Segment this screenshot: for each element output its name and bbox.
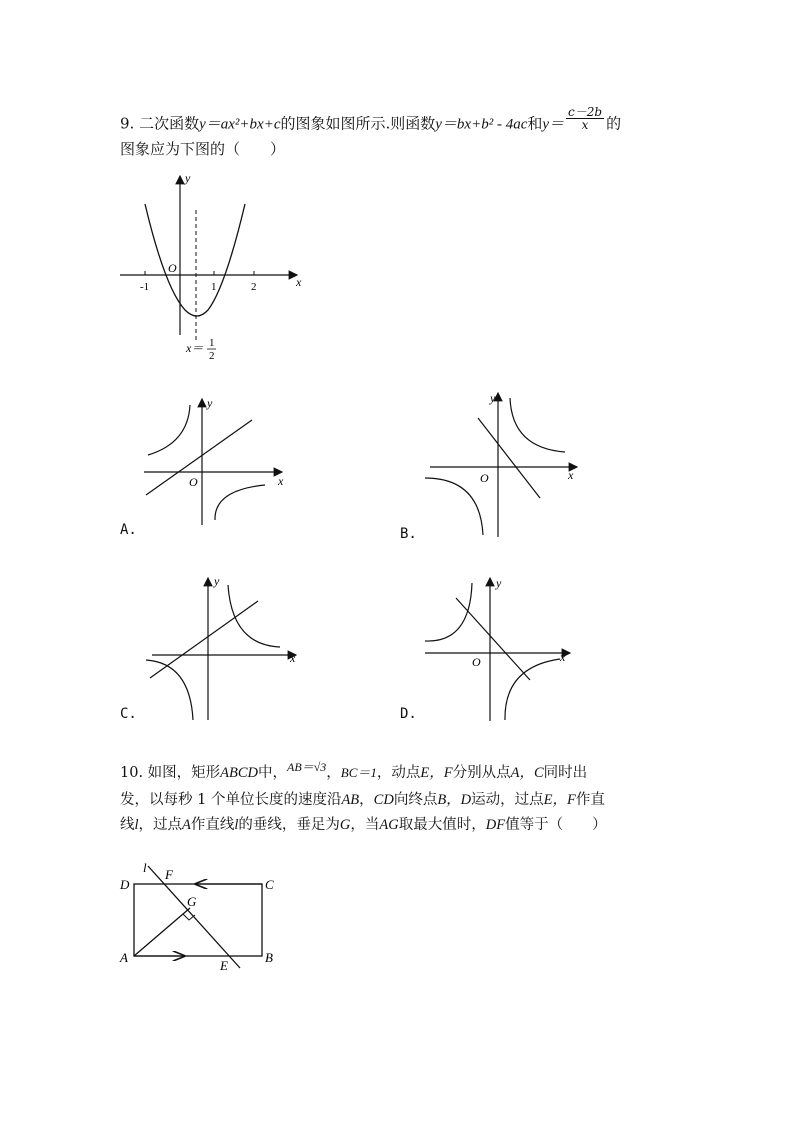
axis-eq-lhs: x＝: [186, 341, 204, 355]
q10-ef-2: E，F: [543, 792, 576, 808]
q10-text-1c: ，: [326, 765, 341, 781]
option-a-hyperbola-upper: [148, 405, 190, 455]
q10-text-3g: 值等于（ ）: [505, 817, 607, 833]
q10-text-1d: ，动点: [376, 765, 421, 781]
option-b-label[interactable]: B.: [400, 526, 417, 542]
option-d-line: [456, 598, 530, 680]
q9-line-2: 图象应为下图的（ ）: [120, 140, 286, 158]
option-a-graph: [140, 395, 290, 530]
q10-text-3a: 线: [120, 817, 135, 833]
q10-bc-eq: BC＝1: [340, 765, 377, 780]
q10-text-2d: 运动，过点: [471, 792, 544, 808]
option-b-y-label: y: [490, 391, 496, 405]
graph-y-label: y: [185, 171, 191, 185]
option-a-label[interactable]: A.: [120, 522, 137, 538]
q10-cd: CD: [373, 792, 394, 808]
q9-func3-lhs: y＝: [542, 116, 565, 133]
q9-line-1: [120, 105, 622, 137]
option-a-y-label: y: [207, 396, 213, 410]
tick-1: 1: [211, 281, 217, 293]
label-c: C: [265, 877, 274, 892]
q10-text-1a: 如图，矩形: [147, 765, 221, 781]
option-c-hyperbola-upper: [228, 585, 280, 647]
q10-text-1f: 分别从点: [452, 765, 511, 781]
option-d-label[interactable]: D.: [400, 706, 417, 722]
label-g: G: [187, 894, 197, 909]
q10-ag: AG: [379, 817, 399, 833]
q9-text-a: 二次函数: [139, 114, 200, 133]
option-c-x-label: x: [290, 651, 296, 665]
q10-text-3b: ，过点: [138, 817, 183, 833]
rectangle-abcd: [134, 884, 262, 956]
q10-point-g: G: [339, 817, 351, 833]
option-c-hyperbola-lower: [146, 660, 193, 720]
option-b-hyperbola-lower: [425, 478, 483, 535]
graph-origin-label: O: [168, 261, 177, 275]
option-d-x-label: x: [560, 650, 566, 664]
q10-text-2e: 作直: [575, 792, 605, 808]
label-a: A: [120, 950, 128, 965]
q10-text-3c: 作直线: [190, 817, 235, 833]
tick-2: 2: [251, 281, 257, 293]
q10-l-2: l: [234, 817, 239, 833]
option-c-y-label: y: [214, 574, 220, 588]
q10-text-2a: 发，以每秒 1 个单位长度的速度沿: [120, 792, 342, 808]
q10-text-3f: 取最大值时，: [398, 817, 486, 833]
option-c-line: [150, 601, 258, 678]
q10-ef-1: E，F: [420, 765, 453, 781]
q10-l-1: l: [134, 817, 139, 833]
q10-ac: A，C: [510, 765, 544, 781]
q10-text-1h: 同时出: [543, 765, 588, 781]
q10-text-3e: ，当: [350, 817, 380, 833]
option-d-hyperbola-lower: [505, 659, 560, 720]
label-f: F: [165, 867, 173, 882]
q10-text-2c: 向终点: [393, 792, 438, 808]
axis-eq-den: 2: [209, 350, 215, 362]
option-a-line: [146, 420, 252, 495]
option-b-graph: [420, 390, 585, 540]
label-d: D: [120, 877, 130, 892]
q10-ab: AB: [341, 792, 360, 808]
option-d-y-label: y: [496, 576, 502, 590]
axis-eq-num: 1: [209, 337, 215, 349]
q10-bd: B，D: [437, 792, 472, 808]
q10-point-a: A: [182, 817, 191, 833]
q9-func3-denominator: x: [581, 118, 589, 132]
q9-func3-fraction: [566, 106, 604, 131]
option-a-hyperbola-lower: [215, 485, 265, 520]
q10-df: DF: [485, 817, 506, 833]
option-a-origin: O: [189, 475, 198, 489]
graph-x-label: x: [296, 275, 302, 289]
tick-neg1: -1: [140, 281, 150, 293]
option-b-origin: O: [480, 471, 489, 485]
parabola-curve: [145, 204, 245, 316]
q10-rectangle-figure: [115, 858, 285, 973]
right-angle-mark: [183, 914, 195, 920]
option-b-x-label: x: [568, 468, 574, 482]
q10-text-1b: 中，: [258, 765, 288, 781]
q9-func2: y＝bx+b² - 4ac: [435, 116, 528, 133]
q9-parabola-graph: [115, 170, 315, 360]
q10-line-3: [120, 815, 607, 835]
option-a-x-label: x: [278, 474, 284, 488]
option-b-hyperbola-upper: [510, 398, 565, 452]
line-l: [148, 866, 240, 968]
q10-abcd: ABCD: [220, 765, 259, 781]
q9-text-d: 的: [606, 114, 622, 133]
option-d-origin: O: [472, 655, 481, 669]
q9-func1: y＝ax²+bx+c: [199, 116, 281, 133]
option-b-line: [478, 418, 540, 498]
q10-line-1: [120, 760, 588, 783]
q10-text-2b: ，: [359, 792, 374, 808]
option-d-graph: [420, 575, 575, 725]
q9-func3-numerator: c－2b: [568, 105, 603, 119]
option-d-hyperbola-upper: [425, 583, 472, 641]
q10-ab-eq: AB＝√3: [287, 760, 327, 774]
q9-number: 9.: [120, 114, 135, 133]
option-c-label[interactable]: C.: [120, 706, 137, 722]
q10-line-2: [120, 790, 605, 810]
option-c-graph: [140, 575, 300, 725]
q10-number: 10.: [120, 765, 144, 781]
q9-text-b: 的图象如图所示.则函数: [280, 114, 436, 133]
label-l: l: [143, 860, 147, 875]
q9-text-c: 和: [527, 114, 543, 133]
label-b: B: [265, 950, 273, 965]
label-e: E: [220, 958, 228, 973]
q10-text-3d: 的垂线，垂足为: [238, 817, 340, 833]
segment-ag: [134, 908, 190, 956]
